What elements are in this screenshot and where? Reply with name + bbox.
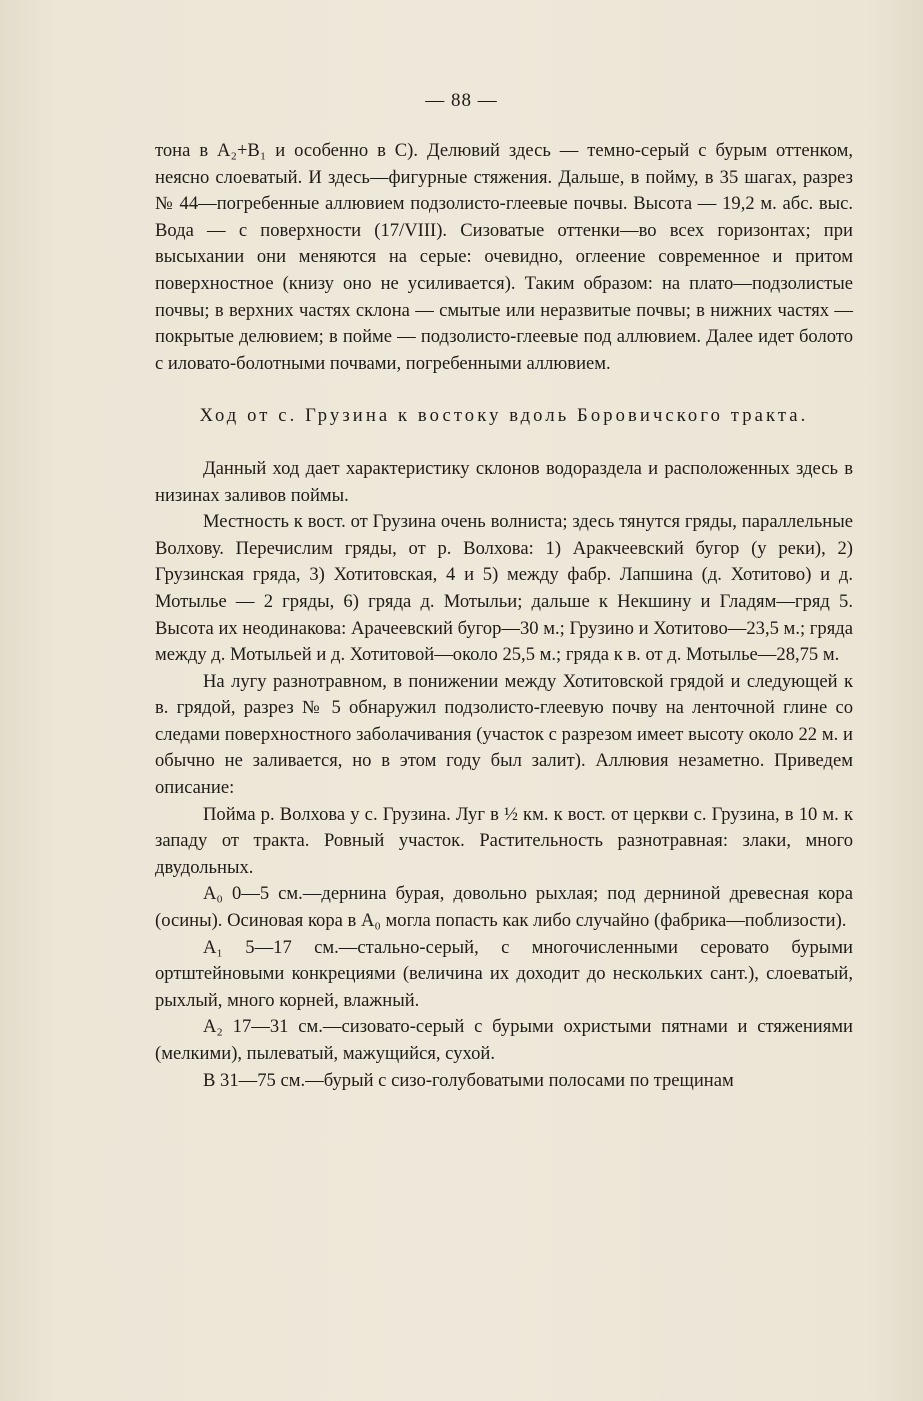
horizon-a1: A₁ 5—17 см.—стально-серый, с многочисленными серовато бурыми ортштейновыми конкрециями (величина их доходит до нескольких сант.), слоеватый, рыхлый, много корней, влажный. (155, 936, 853, 1011)
horizon-a2: A₂ 17—31 см.—сизовато-серый с бурыми охристыми пятнами и стяжениями (мелкими), пылеватый, мажущийся, сухой. (155, 1016, 853, 1064)
paragraph-ridges: Местность к вост. от Грузина очень волниста; здесь тянутся гряды, параллельные Волхову. Перечислим гряды, от р. Волхова: 1) Аракчеевский бугор (у реки), 2) Грузинская гряда, 3) Хотитовская, 4 и 5) между фабр. Лапшина (д. Хотитово) и д. Мотылье — 2 гряды, 6) гряда д. Мотыльи; дальше к Некшину и Гладям—гряд 5. Высота их неодинакова: Арачеевский бугор—30 м.; Грузино и Хотитово—23,5 м.; гряда между д. Мотыльей и д. Хотитовой—около 25,5 м.; гряда к в. от д. Мотылье—28,75 м. (155, 511, 853, 666)
horizon-b: B 31—75 см.—бурый с сизо-голубоватыми полосами по трещинам (203, 1069, 734, 1091)
horizon-a0: A₀ 0—5 см.—дернина бурая, довольно рыхлая; под дерниной древесная кора (осины). Осиновая кора в A₀ могла попасть как либо случайно (фабрика—поблизости). (155, 883, 853, 932)
paragraph-section-5: На лугу разнотравном, в понижении между Хотитовской грядой и следующей к в. грядой, разрез № 5 обнаружил подзолисто-глеевую почву на ленточной глине со следами поверхностного заболачивания (участок с разрезом имеет высоту около 22 м. и обычно не заливается, но в этом году был залит). Аллювия незаметно. Приведем описание: (155, 670, 853, 799)
paragraph-site-description: Пойма р. Волхова у с. Грузина. Луг в ½ км. к вост. от церкви с. Грузина, в 10 м. к западу от тракта. Ровный участок. Растительность разнотравная: злаки, много двудольных. (155, 803, 853, 878)
page-number: — 88 — (425, 90, 498, 111)
paragraph-continuation: тона в A₂+B₁ и особенно в C). Делювий здесь — темно-серый с бурым оттенком, неясно слоеватый. И здесь—фигурные стяжения. Дальше, в пойму, в 35 шагах, разрез № 44—погребенные аллювием подзолисто-глеевые почвы. Высота — 19,2 м. абс. выс. Вода — с поверхности (17/VIII). Сизоватые оттенки—во всех горизонтах; при высыхании они меняются на серые: очевидно, оглеение современное и притом поверхностное (книзу оно не усиливается). Таким образом: на плато—подзолистые почвы; в верхних частях склона — смытые или неразвитые почвы; в нижних частях — покрытые делювием; в пойме — подзолисто-глеевые под аллювием. Далее идет болото с иловато-болотными почвами, погребенными аллювием. (155, 140, 853, 374)
body-text (155, 138, 853, 1094)
paragraph-intro: Данный ход дает характеристику склонов водораздела и расположенных здесь в низинах заливов поймы. (155, 457, 853, 506)
section-heading: Ход от с. Грузина к востоку вдоль Боровичского тракта. (199, 405, 809, 427)
